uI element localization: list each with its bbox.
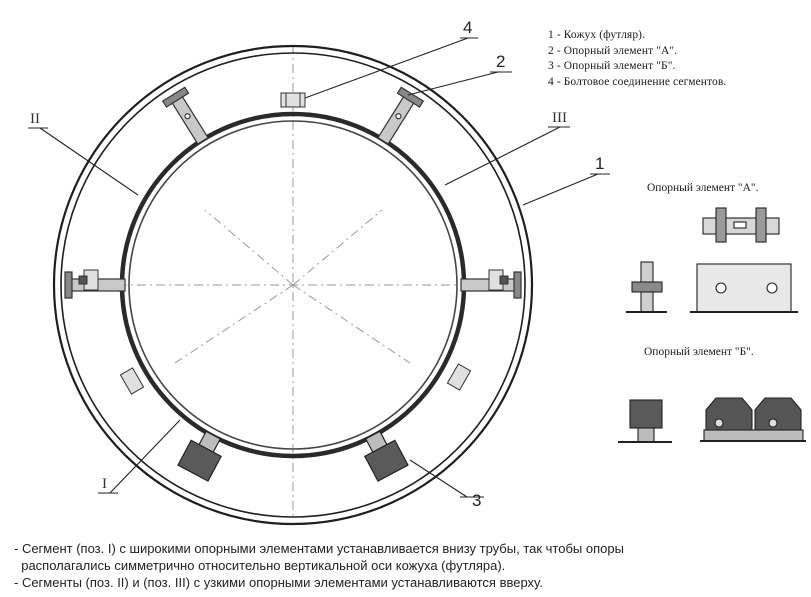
bolt-joint-top <box>281 93 305 107</box>
element-b-front-view <box>700 398 806 441</box>
element-a-top-view <box>703 208 779 242</box>
legend-item-2: 2 - Опорный элемент "А". <box>548 44 678 57</box>
element-a-front-view <box>690 264 798 312</box>
callout-2: 2 <box>496 52 506 71</box>
caption-element-b: Опорный элемент "Б". <box>644 346 754 358</box>
bolt-joint-lower-left <box>120 368 143 394</box>
bolt-joint-lower-right <box>447 364 470 390</box>
callout-4: 4 <box>463 18 473 37</box>
caption-element-a: Опорный элемент "А". <box>647 182 759 194</box>
segment-label-iii: III <box>552 110 567 126</box>
element-a-side-view <box>626 262 667 312</box>
legend <box>548 28 726 90</box>
note-line-2: располагались симметрично относительно вертикальной оси кожуха (футляра). <box>14 558 506 573</box>
element-b-side-view <box>618 400 672 442</box>
assembly-notes <box>14 540 624 591</box>
callout-3: 3 <box>472 491 482 510</box>
segment-label-ii: II <box>30 111 40 127</box>
note-line-3: - Сегменты (поз. II) и (поз. III) с узкими опорными элементами устанавливаются вверху. <box>14 575 543 590</box>
legend-item-1: 1 - Кожух (футляр). <box>548 29 646 41</box>
segment-label-i: I <box>102 476 107 492</box>
legend-item-3: 3 - Опорный элемент "Б". <box>548 60 676 72</box>
legend-item-4: 4 - Болтовое соединение сегментов. <box>548 75 727 88</box>
callout-1: 1 <box>595 154 605 173</box>
note-line-1: - Сегмент (поз. I) с широкими опорными элементами устанавливается внизу трубы, так чтобы опоры <box>14 541 624 556</box>
leader-lines <box>28 38 610 497</box>
